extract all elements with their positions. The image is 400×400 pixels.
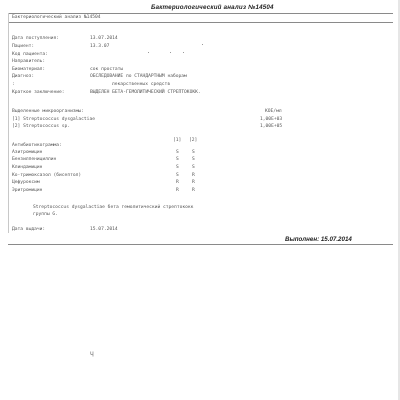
footer-rule <box>8 244 393 245</box>
subtitle-rule <box>8 22 393 23</box>
field-value-patient: 13.3.07 <box>90 44 110 49</box>
stray-mark: ɥ <box>90 350 94 357</box>
antibiogram-header: Антибиотикограмма: <box>12 143 62 148</box>
scan-speck <box>170 52 171 53</box>
antibiogram-row-name: Эритромицин <box>12 188 43 193</box>
completed-date: Выполнен: 15.07.2014 <box>285 236 352 243</box>
field-value-received: 13.07.2014 <box>90 36 118 41</box>
antibiogram-col1: [1] <box>173 138 182 143</box>
field-value-diagnosis-cont: лекарственных средств <box>112 82 171 87</box>
antibiogram-row-r1: R <box>176 188 179 193</box>
field-label-diagnosis-cont: : <box>12 82 15 87</box>
antibiogram-row-r2: S <box>192 157 195 162</box>
scan-speck <box>148 52 149 53</box>
antibiogram-row-r2: S <box>192 165 195 170</box>
antibiogram-row-name: Клиндамицин <box>12 165 43 170</box>
antibiogram-row-r2: R <box>192 188 195 193</box>
field-label-conclusion: Краткое заключение: <box>12 90 65 95</box>
antibiogram-col2: [2] <box>189 138 198 143</box>
antibiogram-row-name: Азитромицин <box>12 150 43 155</box>
antibiogram-row-r1: S <box>176 173 179 178</box>
field-label-diagnosis: Диагноз: <box>12 74 35 79</box>
microorganism-2-name: [2] Streptococcus sp. <box>12 124 71 129</box>
microorganism-2-value: 1,00E+05 <box>260 124 283 129</box>
issue-date-value: 15.07.2014 <box>90 227 118 232</box>
microorganism-1-value: 1,00E+03 <box>260 117 283 122</box>
field-value-biomaterial: сок простаты <box>90 67 124 72</box>
comment-line-2: группы G. <box>33 212 58 217</box>
field-label-referrer: Направитель: <box>12 59 46 64</box>
antibiogram-row-r1: S <box>176 157 179 162</box>
page-title: Бактериологический анализ №14504 <box>151 4 274 11</box>
antibiogram-row-r2: R <box>192 173 195 178</box>
comment-line-1: Streptococcus dysgalactiae бета гемолитический стрептококк <box>33 205 194 210</box>
antibiogram-row-name: Ко-тримоксазол (бисептол) <box>12 173 82 178</box>
title-rule <box>8 13 393 14</box>
microorganism-1-name: [1] Streptococcus dysgalactiae <box>12 117 95 122</box>
subtitle: Бактериологический анализ №14504 <box>12 15 101 20</box>
field-label-patient-code: Код пациента: <box>12 52 48 57</box>
antibiogram-row-r2: R <box>192 180 195 185</box>
antibiogram-row-r1: S <box>176 165 179 170</box>
field-value-conclusion: ВЫДЕЛЕН БЕТА-ГЕМОЛИТИЧЕСКИЙ СТРЕПТОКОКК. <box>90 90 201 95</box>
scan-speck <box>183 52 184 53</box>
scan-speck <box>202 44 203 45</box>
issue-date-label: Дата выдачи: <box>12 227 46 232</box>
antibiogram-row-r2: S <box>192 150 195 155</box>
microorganisms-header: Выделенные микроорганизмы: <box>12 109 84 114</box>
antibiogram-row-r1: S <box>176 150 179 155</box>
left-margin-rule <box>8 13 9 233</box>
antibiogram-row-name: Цефуроксим <box>12 180 40 185</box>
field-label-biomaterial: Биоматериал: <box>12 67 46 72</box>
antibiogram-row-r1: R <box>176 180 179 185</box>
antibiogram-row-name: Бензилпенициллин <box>12 157 57 162</box>
field-label-received: Дата поступления: <box>12 36 60 41</box>
field-value-diagnosis: ОБСЛЕДОВАНИЕ по СТАНДАРТНЫМ наборам <box>90 74 187 79</box>
microorganisms-units: КОЕ/мл <box>265 109 282 114</box>
field-label-patient: Пациент: <box>12 44 35 49</box>
